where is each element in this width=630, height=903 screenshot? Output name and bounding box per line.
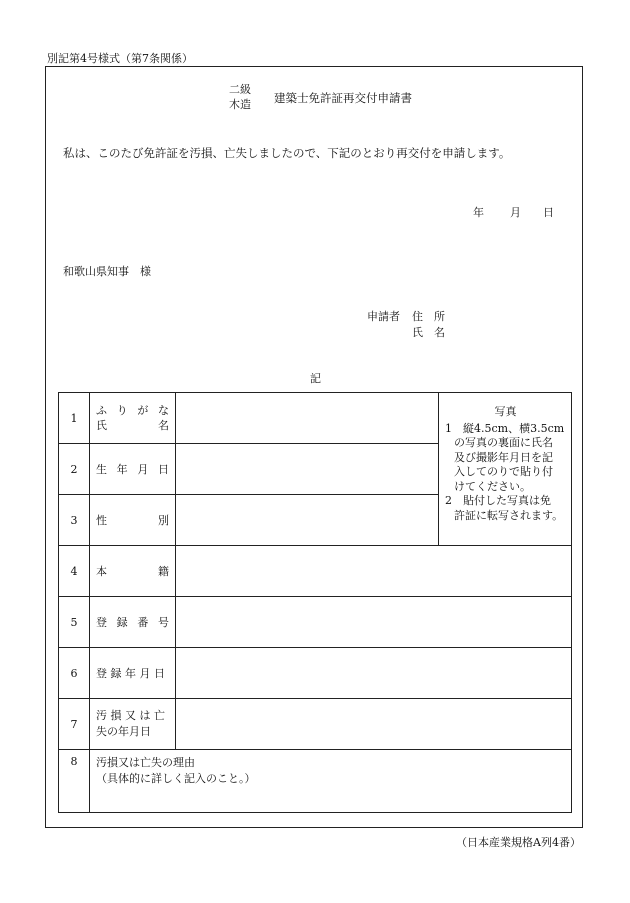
row-number: 6 bbox=[59, 648, 90, 699]
date-year-label: 年 bbox=[473, 206, 484, 219]
field-furigana-name[interactable] bbox=[176, 393, 439, 444]
field-sex[interactable] bbox=[176, 495, 439, 546]
label-sex: 性 別 bbox=[90, 495, 176, 546]
field-birthdate[interactable] bbox=[176, 444, 439, 495]
photo-note-line: 及び撮影年月日を記 bbox=[454, 450, 553, 464]
title-grade-stack bbox=[229, 82, 251, 112]
row-number: 3 bbox=[59, 495, 90, 546]
field-registration-number[interactable] bbox=[176, 597, 572, 648]
row-number: 2 bbox=[59, 444, 90, 495]
row-number: 5 bbox=[59, 597, 90, 648]
row-number: 1 bbox=[59, 393, 90, 444]
field-loss-date[interactable] bbox=[176, 699, 572, 750]
addressee: 和歌山県知事 様 bbox=[63, 265, 151, 278]
loss-reason-note: （具体的に詳しく記入のこと。） bbox=[96, 772, 256, 785]
date-month-label: 月 bbox=[510, 206, 521, 219]
form-reference: 別記第4号様式（第7条関係） bbox=[47, 52, 193, 65]
label-furigana-name: ふ り が な 氏 名 bbox=[90, 393, 176, 444]
photo-note-line: 入してのりで貼り付 bbox=[454, 465, 553, 478]
label-registration-date: 登 録 年 月 日 bbox=[90, 648, 176, 699]
table-row bbox=[59, 699, 572, 750]
photo-box[interactable] bbox=[439, 393, 572, 546]
table-row bbox=[59, 648, 572, 699]
page-title: 建築士免許証再交付申請書 bbox=[274, 91, 412, 105]
label-honseki: 本 籍 bbox=[90, 546, 176, 597]
row-number: 8 bbox=[59, 750, 90, 813]
ki-heading: 記 bbox=[310, 372, 321, 385]
photo-note-line: けてください。 bbox=[454, 479, 531, 493]
table-row bbox=[59, 597, 572, 648]
table-row bbox=[59, 546, 572, 597]
label-birthdate: 生 年 月 日 bbox=[90, 444, 176, 495]
field-loss-reason[interactable] bbox=[90, 750, 572, 813]
table-row bbox=[59, 750, 572, 813]
application-statement: 私は、このたび免許証を汚損、亡失しましたので、下記のとおり再交付を申請します。 bbox=[63, 146, 511, 160]
title-grade-nikyu: 二級 bbox=[229, 83, 251, 96]
loss-reason-label: 汚損又は亡失の理由 bbox=[96, 756, 195, 769]
photo-note-line: の写真の裏面に氏名 bbox=[454, 436, 553, 449]
photo-title: 写真 bbox=[494, 405, 517, 418]
applicant-address-label: 住 所 bbox=[412, 310, 445, 323]
row-number: 7 bbox=[59, 699, 90, 750]
label-registration-number: 登 録 番 号 bbox=[90, 597, 176, 648]
paper-size-note: （日本産業規格A列4番） bbox=[456, 836, 581, 849]
row-number: 4 bbox=[59, 546, 90, 597]
field-registration-date[interactable] bbox=[176, 648, 572, 699]
photo-note-line: 2 貼付した写真は免 bbox=[445, 494, 551, 507]
field-honseki[interactable] bbox=[176, 546, 572, 597]
label-loss-date: 汚 損 又 は 亡 失の年月日 bbox=[90, 699, 176, 750]
photo-note-line: 許証に転写されます。 bbox=[454, 508, 564, 522]
applicant-name-label: 氏 名 bbox=[412, 326, 445, 339]
title-grade-mokuzo: 木造 bbox=[229, 98, 251, 111]
date-day-label: 日 bbox=[543, 206, 554, 219]
application-table bbox=[58, 392, 572, 813]
photo-note-line: 1 縦4.5cm、横3.5cm bbox=[445, 421, 565, 435]
table-row bbox=[59, 393, 572, 444]
applicant-label: 申請者 bbox=[367, 310, 400, 323]
